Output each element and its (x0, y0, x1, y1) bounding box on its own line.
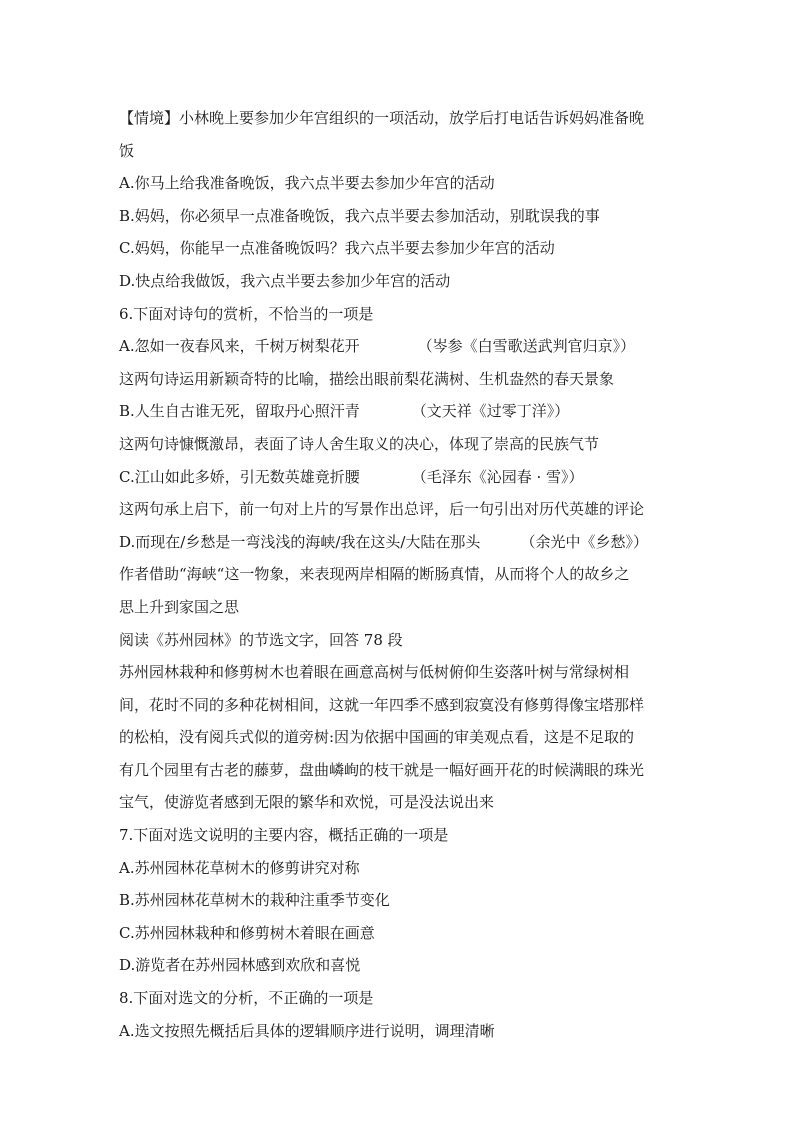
q6-option-d (119, 526, 679, 559)
q6-d-analysis-2: 思上升到家国之思 (119, 597, 240, 616)
q6-d-verse: D.而现在/乡愁是一弯浅浅的海峡/我在这头/大陆在那头 (119, 532, 481, 551)
scenario-text: 小林晚上要参加少年宫组织的一项活动，放学后打电话告诉妈妈准备晚 (179, 109, 645, 127)
passage-line: 间，花时不同的多种花树相间，这就一年四季不感到寂寞没有修剪得像宝塔那样 (119, 695, 645, 714)
q6-d-source: （余光中《乡愁》） (520, 532, 648, 551)
q6-b-analysis: 这两句诗慷慨激昂，表面了诗人舍生取义的决心，体现了崇高的民族气节 (119, 434, 600, 453)
scenario-line-1 (119, 102, 679, 135)
scenario-line-2: 饭 (119, 141, 135, 160)
q7-option-a: A.苏州园林花草树木的修剪讲究对称 (119, 858, 360, 877)
q5-option-c: C.妈妈，你能早一点准备晚饭吗？我六点半要去参加少年宫的活动 (119, 239, 555, 258)
q6-d-analysis-1: 作者借助“海峡“这一物象，来表现两岸相隔的断肠真情，从而将个人的故乡之 (119, 565, 630, 584)
q8-stem: 8.下面对选文的分析，不正确的一项是 (119, 989, 374, 1008)
passage-line: 苏州园林栽种和修剪树木也着眼在画意高树与低树俯仰生姿落叶树与常绿树相 (119, 663, 630, 682)
q5-option-d: D.快点给我做饭，我六点半要去参加少年宫的活动 (119, 271, 451, 290)
q7-option-c: C.苏州园林栽种和修剪树木着眼在画意 (119, 923, 375, 942)
q6-c-verse: C.江山如此多娇，引无数英雄竟折腰 (119, 467, 360, 486)
q5-option-a: A.你马上给我准备晚饭，我六点半要去参加少年宫的活动 (119, 174, 495, 193)
passage-line: 宝气，使游览者感到无限的繁华和欢悦，可是没法说出来 (119, 793, 495, 812)
q6-c-analysis: 这两句承上启下，前一句对上片的写景作出总评，后一句引出对历代英雄的评论 (119, 500, 645, 519)
passage-line: 的松柏，没有阅兵式似的道旁树:因为依据中国画的审美观点看，这是不足取的 (119, 728, 635, 747)
q6-stem: 6.下面对诗句的赏析，不恰当的一项是 (119, 304, 374, 323)
q6-a-source: （岑参《白雪歌送武判官归京》） (417, 337, 636, 356)
q6-b-source: （文天祥《过零丁洋》） (411, 402, 570, 421)
q7-option-b: B.苏州园林花草树木的栽种注重季节变化 (119, 891, 390, 910)
scenario-label: 【情境】 (119, 109, 180, 127)
q6-a-verse: A.忽如一夜春风来，千树万树梨花开 (119, 337, 360, 356)
q8-option-a: A.选文按照先概括后具体的逻辑顺序进行说明，调理清晰 (119, 1021, 495, 1040)
reading-intro: 阅读《苏州园林》的节选文字，回答 78 段 (119, 630, 403, 649)
q6-b-verse: B.人生自古谁无死，留取丹心照汗青 (119, 402, 360, 421)
q6-option-c (119, 461, 679, 494)
passage-line: 有几个园里有古老的藤萝，盘曲嶙峋的枝干就是一幅好画开花的时候满眼的珠光 (119, 760, 645, 779)
exam-page (119, 102, 679, 1047)
q6-a-analysis: 这两句诗运用新颖奇特的比喻，描绘出眼前梨花满树、生机盎然的春天景象 (119, 369, 615, 388)
q6-option-b (119, 395, 679, 428)
q7-stem: 7.下面对选文说明的主要内容，概括正确的一项是 (119, 826, 449, 845)
q6-c-source: （毛泽东《沁园春 · 雪》） (411, 467, 584, 486)
q5-option-b: B.妈妈，你必须早一点准备晚饭，我六点半要去参加活动，别耽误我的事 (119, 206, 600, 225)
q7-option-d: D.游览者在苏州园林感到欢欣和喜悦 (119, 956, 361, 975)
q6-option-a (119, 330, 679, 363)
